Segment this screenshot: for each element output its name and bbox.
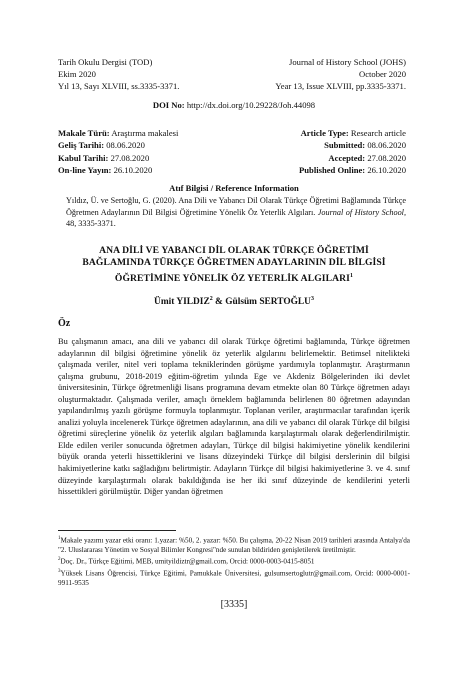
footnote-separator (58, 530, 176, 531)
meta-value: 27.08.2020 (367, 152, 406, 163)
issue-date-en: October 2020 (358, 69, 406, 80)
doi-link[interactable]: http://dx.doi.org/10.29228/Joh.44098 (186, 100, 316, 110)
meta-row (58, 127, 178, 139)
author-line (0, 296, 468, 307)
header-left (58, 56, 179, 93)
footnote-mark: 1 (58, 536, 61, 541)
footnotes (58, 534, 410, 588)
meta-label: On-line Yayın: (58, 165, 112, 176)
footnote-mark: 3 (58, 568, 61, 574)
footnote (58, 534, 410, 555)
meta-value: 26.10.2020 (113, 165, 153, 176)
author-separator: & (212, 297, 226, 308)
metadata-en (299, 127, 406, 177)
meta-row (58, 139, 178, 151)
footnote-mark: 2 (58, 557, 61, 563)
doi-line (0, 100, 468, 110)
meta-value: Araştırma makalesi (111, 128, 179, 138)
meta-label: Makale Türü: (58, 128, 110, 138)
meta-value: 27.08.2020 (110, 152, 150, 163)
footnote-text: Doç. Dr., Türkçe Eğitimi, MEB, umityildiztr@gmail.com, Orcid: 0000-0003-0415-8051 (60, 557, 315, 566)
meta-row (58, 164, 178, 176)
journal-name-tr: Tarih Okulu Dergisi (TOD) (58, 57, 153, 67)
meta-row (299, 164, 406, 176)
journal-name-en: Journal of History School (JOHS) (289, 57, 406, 67)
author-2: Gülsüm SERTOĞLU (225, 297, 311, 308)
meta-value: Research article (350, 128, 406, 138)
meta-label: Article Type: (300, 128, 349, 138)
header-right (275, 56, 406, 93)
title-footnote-mark: 1 (349, 272, 354, 279)
footnote-text: Yüksek Lisans Öğrencisi, Türkçe Eğitimi, Pamukkale Üniversitesi, gulsumsertoglutr@gmail.com, Orcid: 0000-0001-9911-9535 (58, 569, 410, 588)
issue-date-tr: Ekim 2020 (58, 69, 96, 80)
abstract-heading: Öz (58, 318, 71, 329)
article-title (58, 245, 410, 285)
footnote (58, 567, 410, 588)
title-line: ANA DİLİ VE YABANCI DİL OLARAK TÜRKÇE ÖĞRETİMİ (99, 245, 369, 256)
meta-label: Published Online: (299, 165, 366, 176)
citation-pages: 48, 3335-3371. (66, 219, 116, 229)
footnote (58, 555, 410, 566)
meta-label: Geliş Tarihi: (58, 140, 105, 151)
page-number: [3335] (220, 599, 248, 610)
author-1: Ümit YILDIZ (154, 297, 210, 308)
author-1-mark: 2 (209, 296, 213, 302)
footnote-text: Makale yazımı yazar etki oranı: 1.yazar: %50, 2. yazar: %50. Bu çalışma, 20-22 Nisan 2019 tarihleri arasında Antalya'da "2. Uluslararası Yönetim ve Sosyal Bilimler Kongresi"nde sunulan bildiriden genişletilerek üretilmiştir. (58, 536, 410, 555)
title-line-text: ÖĞRETİMİNE YÖNELİK ÖZ YETERLİK ALGILARI (114, 273, 350, 284)
citation-journal: Journal of History School, (317, 207, 407, 217)
issue-info-tr: Yıl 13, Sayı XLVIII, ss.3335-3371. (58, 81, 180, 92)
meta-label: Accepted: (328, 152, 366, 163)
meta-row (299, 127, 406, 139)
issue-info-en: Year 13, Issue XLVIII, pp.3335-3371. (275, 81, 406, 92)
meta-label: Kabul Tarihi: (58, 152, 109, 163)
doi-label: DOI No: (152, 100, 185, 110)
citation-heading: Atıf Bilgisi / Reference Information (169, 183, 299, 193)
meta-label: Submitted: (324, 140, 366, 151)
metadata-tr (58, 127, 178, 177)
citation-main: Yıldız, Ü. ve Sertoğlu, G. (2020). Ana Dili ve Yabancı Dil Olarak Türkçe Öğretimi Bağlamında Türkçe Öğretmen Adaylarının Dil Bilgisi Öğretimine Yönelik Öz Yeterlik Algıları. (66, 196, 406, 217)
meta-row (299, 152, 406, 164)
meta-value: 26.10.2020 (367, 165, 406, 176)
citation-text (66, 195, 406, 230)
abstract-body: Bu çalışmanın amacı, ana dili ve yabancı dil olarak Türkçe öğretimi bağlamında, Türkçe öğretmen adaylarının dil bilgisi öğretimine yönelik öz yeterlik algılarını belirlemektir. Betimsel nitelikteki çalışmada veriler, nitel veri toplama tekniklerinden görüşme yardımıyla toplanmıştır. Araştırmanın çalışma grubunu, 2018-2019 eğitim-öğretim yılında Ege ve Akdeniz Bölgelerinden iki devlet üniversitesinin, Türkçe öğretmenliği lisans programına devam etmekte olan 80 Türkçe öğretmen adayı oluşturmaktadır. Çalışmada veriler, amaçlı örneklem bağlamında belirlenen 80 öğretmen adayından yapılandırılmış yazılı görüşme formuyla toplanmıştır. Toplanan veriler, araştırmacılar tarafından içerik analizi yoluyla incelenerek Türkçe öğretmen adaylarının, ana dili ve yabancı dil olarak Türkçe dil bilgisi öğretimi süreçlerine yönelik öz yeterlik algıları bağlamında karşılaştırmalı olarak değerlendirilmiştir. Elde edilen veriler sonucunda öğretmen adayları, Türkçe dil bilgisi hakimiyetine yönelik kendilerini büyük oranda yeterli hissettiklerini ve lisans düzeyindeki Türkçe dil bilgisi derslerinin dil bilgisi hakimiyetlerine katkı sağladığını belirtmiştir. Adayların Türkçe dil bilgisi hakimiyetlerine 3. ve 4. sınıf düzeyinde karşılaştırmalı olarak bakıldığında ise her iki sınıf düzeyinde de kendilerini yeterli hissettikleri görülmüştür. Diğer yandan öğretmen (58, 337, 410, 497)
title-line (58, 270, 410, 286)
meta-value: 08.06.2020 (367, 140, 406, 151)
meta-row (299, 139, 406, 151)
title-line: BAĞLAMINDA TÜRKÇE ÖĞRETMEN ADAYLARININ DİL BİLGİSİ (82, 257, 386, 269)
author-2-mark: 3 (310, 296, 314, 302)
meta-value: 08.06.2020 (106, 140, 145, 151)
meta-row (58, 152, 178, 164)
